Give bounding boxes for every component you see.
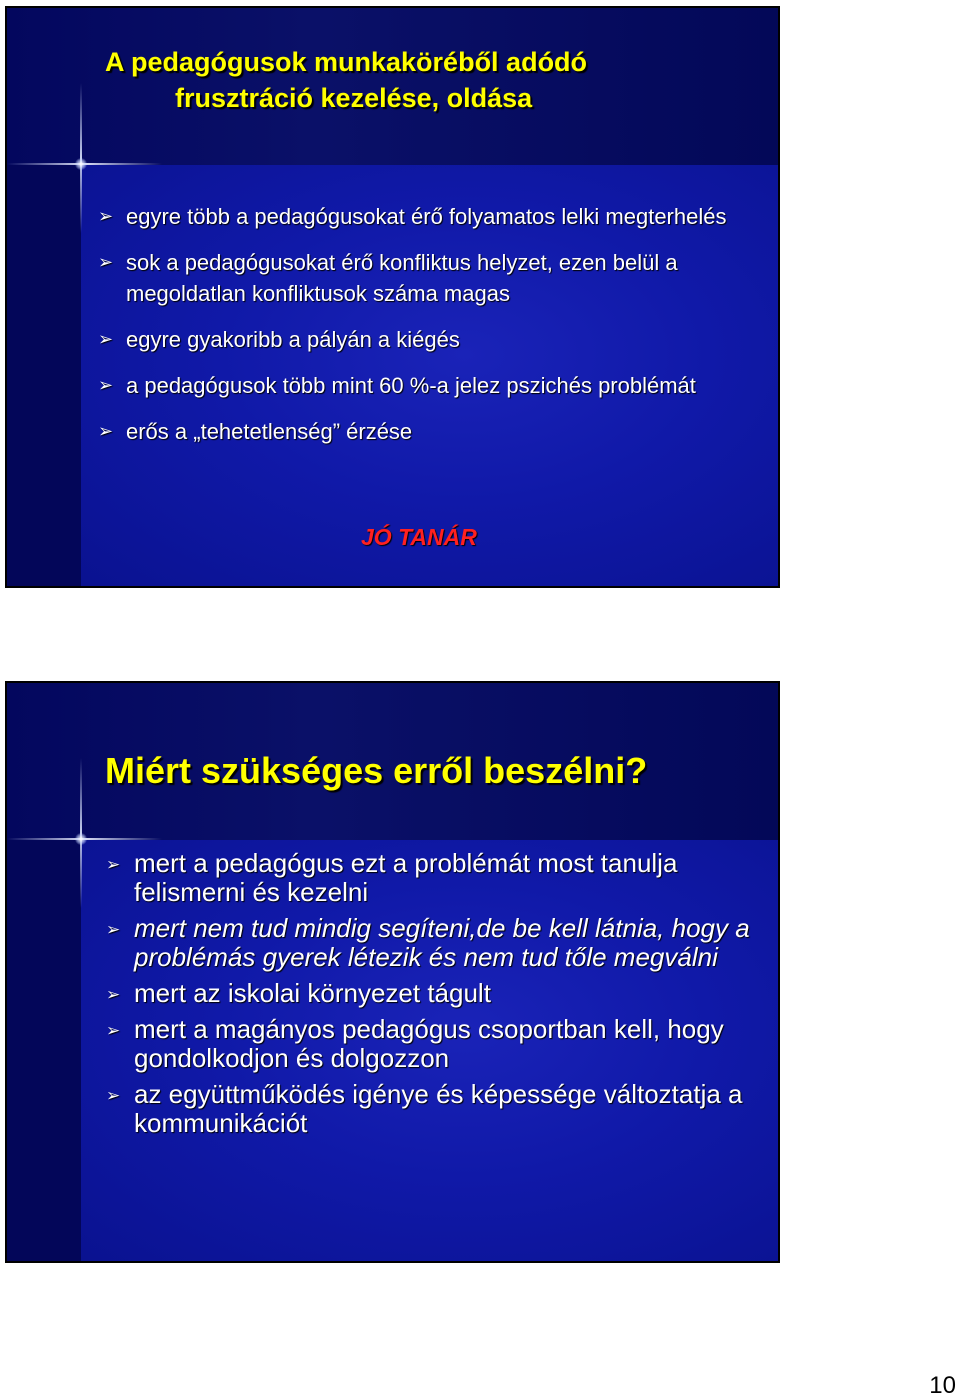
slide-2-title: Miért szükséges erről beszélni? <box>105 750 648 791</box>
arrow-bullet-icon: ➢ <box>106 855 121 874</box>
slide-left-column <box>7 165 81 586</box>
light-flare-center <box>75 833 87 845</box>
slide-1-title <box>105 44 745 116</box>
arrow-bullet-icon: ➢ <box>106 920 121 939</box>
list-item <box>98 201 768 232</box>
highlight-text: JÓ TANÁR <box>361 524 477 550</box>
list-item <box>106 1080 766 1138</box>
list-item <box>106 914 766 972</box>
arrow-bullet-icon: ➢ <box>98 206 114 226</box>
slide-2-bullet-list <box>106 849 766 1145</box>
light-flare-center <box>75 158 87 170</box>
bullet-text: mert a pedagógus ezt a problémát most tanulja felismerni és kezelni <box>134 848 678 907</box>
arrow-bullet-icon: ➢ <box>98 252 114 272</box>
list-item <box>106 849 766 907</box>
bullet-text: sok a pedagógusokat érő konfliktus helyzet, ezen belül a megoldatlan konfliktusok száma magas <box>126 250 678 306</box>
list-item <box>106 1015 766 1073</box>
bullet-text: a pedagógusok több mint 60 %-a jelez pszichés problémát <box>126 373 696 398</box>
bullet-text: mert nem tud mindig segíteni,de be kell látnia, hogy a problémás gyerek létezik és nem tud tőle megválni <box>134 913 750 972</box>
arrow-bullet-icon: ➢ <box>106 1086 121 1105</box>
bullet-text: mert a magányos pedagógus csoportban kell, hogy gondolkodjon és dolgozzon <box>134 1014 724 1073</box>
arrow-bullet-icon: ➢ <box>106 1021 121 1040</box>
bullet-text: egyre gyakoribb a pályán a kiégés <box>126 327 460 352</box>
bullet-text: mert az iskolai környezet tágult <box>134 978 491 1008</box>
arrow-bullet-icon: ➢ <box>98 421 114 441</box>
list-item <box>98 416 768 447</box>
bullet-text: az együttműködés igénye és képessége változtatja a kommunikációt <box>134 1079 743 1138</box>
list-item <box>98 247 768 309</box>
arrow-bullet-icon: ➢ <box>98 375 114 395</box>
slide-1-title-line-1: A pedagógusok munkaköréből adódó <box>105 47 588 77</box>
slide-left-column <box>7 840 81 1261</box>
list-item <box>98 324 768 355</box>
bullet-text: egyre több a pedagógusokat érő folyamatos lelki megterhelés <box>126 204 727 229</box>
list-item <box>106 979 766 1008</box>
slide-1-bullet-list <box>98 201 768 462</box>
slide-2 <box>5 681 780 1263</box>
arrow-bullet-icon: ➢ <box>106 985 121 1004</box>
bullet-text: erős a „tehetetlenség” érzése <box>126 419 413 444</box>
page-number: 10 <box>929 1372 956 1399</box>
arrow-bullet-icon: ➢ <box>98 329 114 349</box>
slide-1 <box>5 6 780 588</box>
slide-1-title-line-2: frusztráció kezelése, oldása <box>175 83 533 113</box>
list-item <box>98 370 768 401</box>
